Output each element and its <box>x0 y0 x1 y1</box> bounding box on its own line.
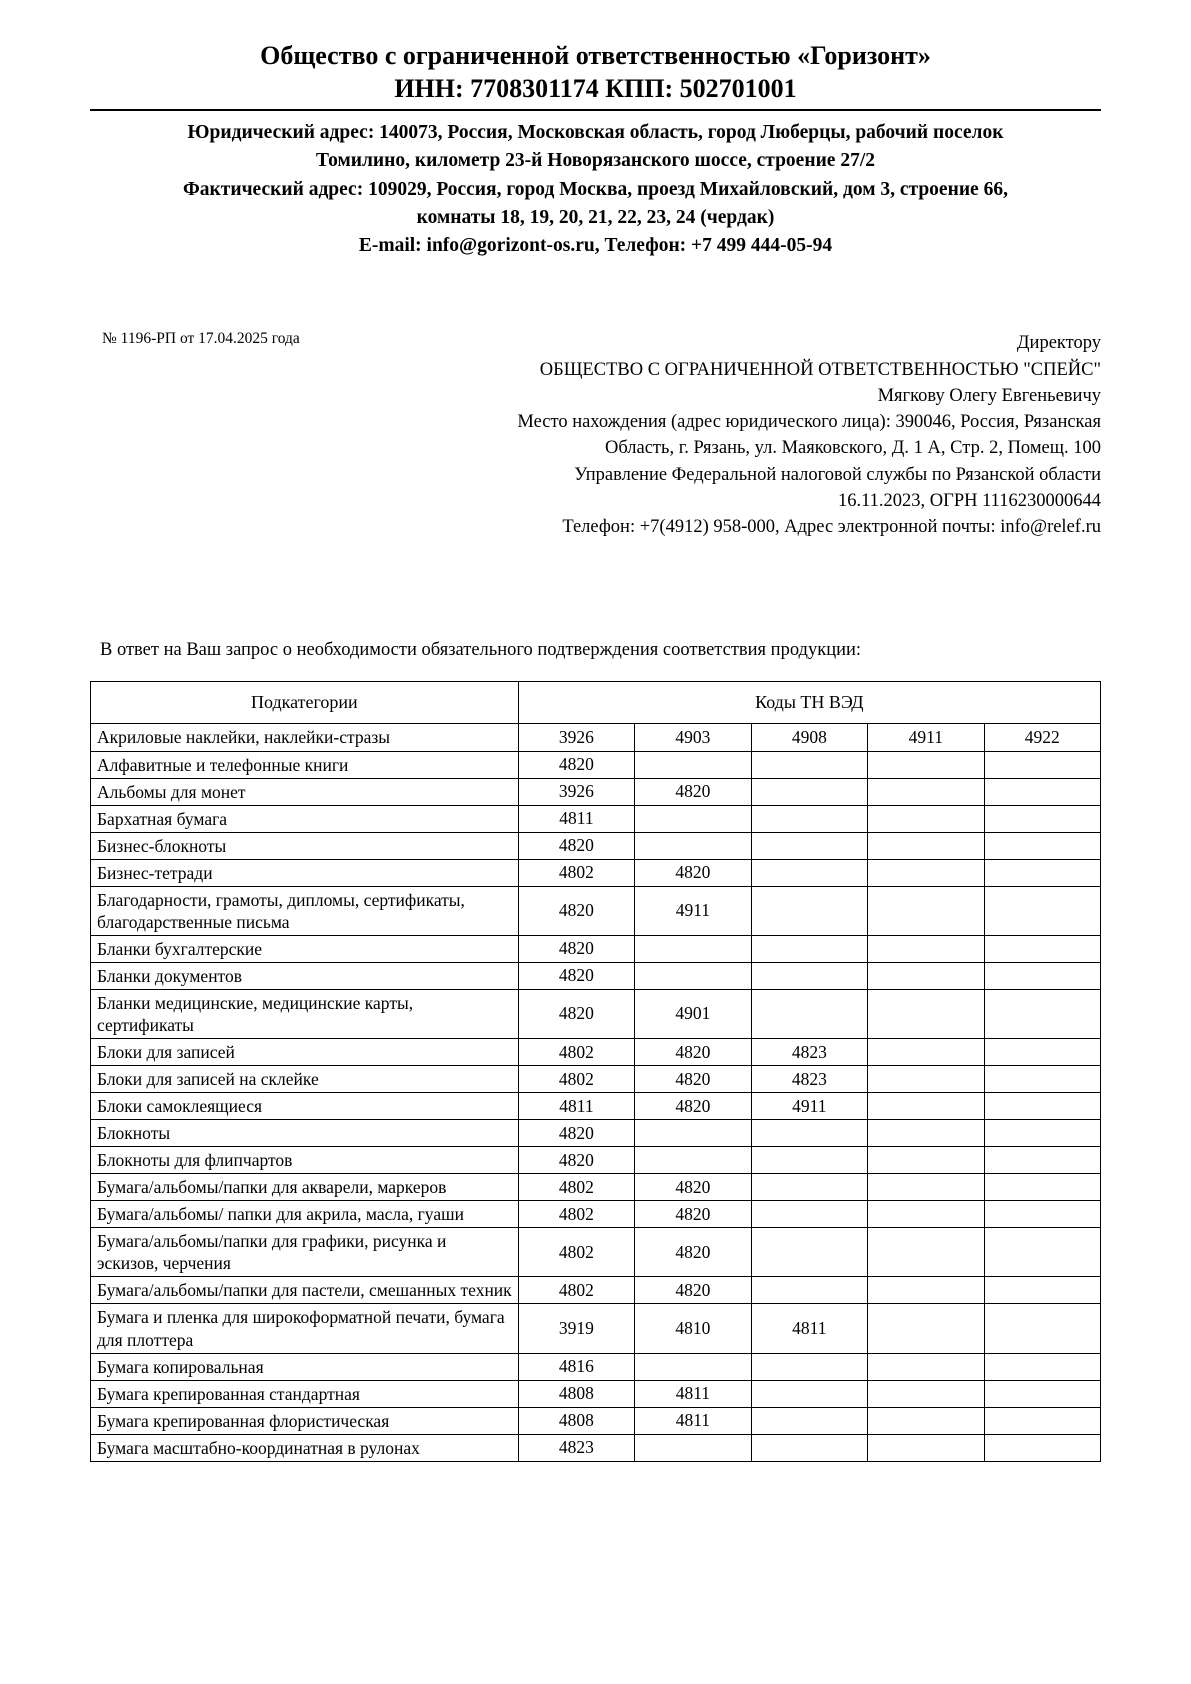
code-cell <box>635 962 751 989</box>
code-cell <box>984 1228 1101 1277</box>
code-cell <box>868 1434 984 1461</box>
code-cell <box>984 962 1101 989</box>
code-cell: 4808 <box>518 1380 634 1407</box>
table-row <box>91 805 1101 832</box>
code-cell: 4820 <box>518 935 634 962</box>
subcategory-cell: Блоки для записей на склейке <box>91 1066 519 1093</box>
code-cell: 4820 <box>518 962 634 989</box>
document-meta <box>90 330 1101 540</box>
code-cell: 4820 <box>635 1093 751 1120</box>
actual-address-line-1: Фактический адрес: 109029, Россия, город Москва, проезд Михайловский, дом 3, строение 66, <box>183 178 1008 200</box>
code-cell <box>751 1380 867 1407</box>
code-cell: 4820 <box>518 989 634 1038</box>
code-cell <box>984 1039 1101 1066</box>
subcategory-cell: Бархатная бумага <box>91 805 519 832</box>
code-cell <box>984 1277 1101 1304</box>
addressee-line-3: Мягкову Олегу Евгеньевичу <box>877 385 1101 406</box>
code-cell <box>751 1174 867 1201</box>
subcategory-cell: Бумага/альбомы/папки для графики, рисунка и эскизов, черчения <box>91 1228 519 1277</box>
code-cell <box>984 1093 1101 1120</box>
code-cell <box>751 935 867 962</box>
table-row <box>91 1174 1101 1201</box>
subcategory-cell: Алфавитные и телефонные книги <box>91 751 519 778</box>
subcategory-cell: Блокноты <box>91 1120 519 1147</box>
code-cell <box>984 1066 1101 1093</box>
code-cell <box>984 751 1101 778</box>
code-cell <box>635 1120 751 1147</box>
code-cell <box>868 935 984 962</box>
code-cell: 4820 <box>635 1039 751 1066</box>
addressee-line-5: Область, г. Рязань, ул. Маяковского, Д. 1 А, Стр. 2, Помещ. 100 <box>604 438 1101 459</box>
subcategory-cell: Бумага масштабно-координатная в рулонах <box>91 1434 519 1461</box>
table-row <box>91 1147 1101 1174</box>
table-row <box>91 1304 1101 1353</box>
code-cell: 4802 <box>518 1039 634 1066</box>
code-cell <box>984 1434 1101 1461</box>
code-cell <box>868 1066 984 1093</box>
code-cell <box>751 805 867 832</box>
subcategory-cell: Благодарности, грамоты, дипломы, сертификаты, благодарственные письма <box>91 886 519 935</box>
code-cell <box>984 1407 1101 1434</box>
code-cell <box>751 778 867 805</box>
addressee-line-6: Управление Федеральной налоговой службы по Рязанской области <box>574 464 1101 485</box>
code-cell <box>751 1147 867 1174</box>
code-cell <box>635 805 751 832</box>
table-row <box>91 1407 1101 1434</box>
code-cell <box>868 1407 984 1434</box>
code-cell <box>868 832 984 859</box>
code-cell: 4820 <box>635 1201 751 1228</box>
code-cell <box>868 859 984 886</box>
code-cell <box>868 886 984 935</box>
subcategory-cell: Бланки бухгалтерские <box>91 935 519 962</box>
code-cell <box>984 832 1101 859</box>
code-cell: 4911 <box>751 1093 867 1120</box>
code-cell <box>635 1147 751 1174</box>
subcategory-cell: Блоки для записей <box>91 1039 519 1066</box>
code-cell <box>984 805 1101 832</box>
code-cell: 4802 <box>518 1228 634 1277</box>
code-cell: 4811 <box>518 805 634 832</box>
subcategory-cell: Блоки самоклеящиеся <box>91 1093 519 1120</box>
table-row <box>91 886 1101 935</box>
code-cell <box>635 935 751 962</box>
code-cell: 4820 <box>635 1228 751 1277</box>
code-cell <box>984 778 1101 805</box>
company-inn-kpp: ИНН: 7708301174 КПП: 502701001 <box>394 73 797 103</box>
code-cell <box>868 1304 984 1353</box>
subcategory-cell: Бумага крепированная стандартная <box>91 1380 519 1407</box>
table-header-row <box>91 682 1101 724</box>
code-cell <box>984 989 1101 1038</box>
code-cell <box>984 859 1101 886</box>
code-cell <box>751 989 867 1038</box>
code-cell <box>984 1120 1101 1147</box>
code-cell: 4808 <box>518 1407 634 1434</box>
table-body <box>91 724 1101 1461</box>
table-row <box>91 778 1101 805</box>
subcategory-cell: Бланки медицинские, медицинские карты, сертификаты <box>91 989 519 1038</box>
code-cell: 4903 <box>635 724 751 751</box>
subcategory-cell: Блокноты для флипчартов <box>91 1147 519 1174</box>
table-row <box>91 1380 1101 1407</box>
code-cell: 4911 <box>868 724 984 751</box>
subcategory-cell: Акриловые наклейки, наклейки-стразы <box>91 724 519 751</box>
table-row <box>91 1434 1101 1461</box>
code-cell <box>984 1353 1101 1380</box>
code-cell <box>751 751 867 778</box>
addressee-line-2: ОБЩЕСТВО С ОГРАНИЧЕННОЙ ОТВЕТСТВЕННОСТЬЮ "СПЕЙС" <box>539 359 1101 380</box>
code-cell <box>635 832 751 859</box>
addressee-line-1: Директору <box>1016 333 1101 354</box>
code-cell: 4811 <box>751 1304 867 1353</box>
code-cell: 4820 <box>518 751 634 778</box>
table-row <box>91 962 1101 989</box>
code-cell: 4802 <box>518 1174 634 1201</box>
company-name: Общество с ограниченной ответственностью «Горизонт» <box>260 41 931 70</box>
subcategory-cell: Бланки документов <box>91 962 519 989</box>
code-cell: 3919 <box>518 1304 634 1353</box>
code-cell <box>751 1434 867 1461</box>
code-cell: 4820 <box>518 886 634 935</box>
subcategory-cell: Бумага/альбомы/папки для пастели, смешанных техник <box>91 1277 519 1304</box>
code-cell <box>868 1120 984 1147</box>
code-cell <box>751 1228 867 1277</box>
code-cell <box>984 1174 1101 1201</box>
code-cell <box>751 1120 867 1147</box>
tnved-table <box>90 681 1101 1461</box>
code-cell: 4820 <box>635 1277 751 1304</box>
code-cell <box>984 886 1101 935</box>
addressee-line-7: 16.11.2023, ОГРН 1116230000644 <box>837 490 1101 511</box>
code-cell <box>868 751 984 778</box>
code-cell <box>868 1174 984 1201</box>
code-cell: 4901 <box>635 989 751 1038</box>
code-cell <box>751 1201 867 1228</box>
code-cell: 4823 <box>751 1066 867 1093</box>
code-cell <box>751 1407 867 1434</box>
code-cell <box>984 1147 1101 1174</box>
code-cell <box>984 1380 1101 1407</box>
code-cell: 4820 <box>518 832 634 859</box>
code-cell: 4823 <box>751 1039 867 1066</box>
header-subcategories: Подкатегории <box>91 682 519 724</box>
letterhead <box>90 40 1101 260</box>
subcategory-cell: Альбомы для монет <box>91 778 519 805</box>
subcategory-cell: Бумага крепированная флористическая <box>91 1407 519 1434</box>
code-cell <box>751 1277 867 1304</box>
code-cell: 4816 <box>518 1353 634 1380</box>
table-row <box>91 1120 1101 1147</box>
code-cell <box>984 1201 1101 1228</box>
subcategory-cell: Бизнес-тетради <box>91 859 519 886</box>
table-row <box>91 724 1101 751</box>
code-cell <box>751 962 867 989</box>
code-cell: 3926 <box>518 724 634 751</box>
subcategory-cell: Бумага и пленка для широкоформатной печати, бумага для плоттера <box>91 1304 519 1353</box>
code-cell: 4802 <box>518 1277 634 1304</box>
addressee-block <box>90 330 1101 540</box>
code-cell <box>751 832 867 859</box>
code-cell: 4811 <box>635 1380 751 1407</box>
code-cell: 4911 <box>635 886 751 935</box>
code-cell <box>984 1304 1101 1353</box>
table-row <box>91 832 1101 859</box>
code-cell <box>635 1434 751 1461</box>
table-row <box>91 1201 1101 1228</box>
code-cell <box>868 989 984 1038</box>
table-row <box>91 935 1101 962</box>
legal-address-line-2: Томилино, километр 23-й Новорязанского шоссе, строение 27/2 <box>315 150 876 172</box>
code-cell <box>751 1353 867 1380</box>
table-row <box>91 989 1101 1038</box>
code-cell <box>635 1353 751 1380</box>
code-cell <box>751 886 867 935</box>
table-row <box>91 1228 1101 1277</box>
table-row <box>91 1277 1101 1304</box>
code-cell <box>868 1353 984 1380</box>
code-cell: 4820 <box>635 859 751 886</box>
code-cell <box>868 962 984 989</box>
table-row <box>91 751 1101 778</box>
code-cell <box>868 1277 984 1304</box>
addressee-line-8: Телефон: +7(4912) 958-000, Адрес электронной почты: info@relef.ru <box>562 517 1101 538</box>
code-cell <box>984 935 1101 962</box>
subcategory-cell: Бумага/альбомы/папки для акварели, маркеров <box>91 1174 519 1201</box>
code-cell <box>868 778 984 805</box>
addressee-line-4: Место нахождения (адрес юридического лица): 390046, Россия, Рязанская <box>517 412 1101 433</box>
legal-address-line-1: Юридический адрес: 140073, Россия, Московская область, город Люберцы, рабочий поселок <box>187 122 1004 143</box>
code-cell: 3926 <box>518 778 634 805</box>
code-cell: 4823 <box>518 1434 634 1461</box>
code-cell <box>868 1228 984 1277</box>
code-cell: 4820 <box>635 1174 751 1201</box>
code-cell <box>751 859 867 886</box>
table-row <box>91 1039 1101 1066</box>
intro-paragraph: В ответ на Ваш запрос о необходимости обязательного подтверждения соответствия продукции: <box>100 640 862 661</box>
code-cell: 4810 <box>635 1304 751 1353</box>
table-row <box>91 859 1101 886</box>
code-cell <box>868 1093 984 1120</box>
code-cell: 4811 <box>518 1093 634 1120</box>
code-cell: 4820 <box>635 1066 751 1093</box>
document-number: № 1196-РП от 17.04.2025 года <box>102 330 300 348</box>
code-cell <box>868 1201 984 1228</box>
header-codes: Коды ТН ВЭД <box>518 682 1100 724</box>
code-cell: 4802 <box>518 1201 634 1228</box>
table-row <box>91 1066 1101 1093</box>
code-cell: 4802 <box>518 1066 634 1093</box>
subcategory-cell: Бумага копировальная <box>91 1353 519 1380</box>
subcategory-cell: Бумага/альбомы/ папки для акрила, масла, гуаши <box>91 1201 519 1228</box>
subcategory-cell: Бизнес-блокноты <box>91 832 519 859</box>
code-cell <box>868 805 984 832</box>
code-cell <box>635 751 751 778</box>
code-cell: 4820 <box>635 778 751 805</box>
code-cell: 4820 <box>518 1120 634 1147</box>
code-cell <box>868 1147 984 1174</box>
code-cell <box>868 1039 984 1066</box>
header-divider <box>90 109 1101 111</box>
code-cell: 4820 <box>518 1147 634 1174</box>
code-cell: 4908 <box>751 724 867 751</box>
code-cell: 4922 <box>984 724 1101 751</box>
code-cell <box>868 1380 984 1407</box>
table-row <box>91 1353 1101 1380</box>
code-cell: 4802 <box>518 859 634 886</box>
contacts-line: E-mail: info@gorizont-os.ru, Телефон: +7 499 444-05-94 <box>358 235 833 257</box>
actual-address-line-2: комнаты 18, 19, 20, 21, 22, 23, 24 (чердак) <box>416 206 775 228</box>
table-row <box>91 1093 1101 1120</box>
code-cell: 4811 <box>635 1407 751 1434</box>
